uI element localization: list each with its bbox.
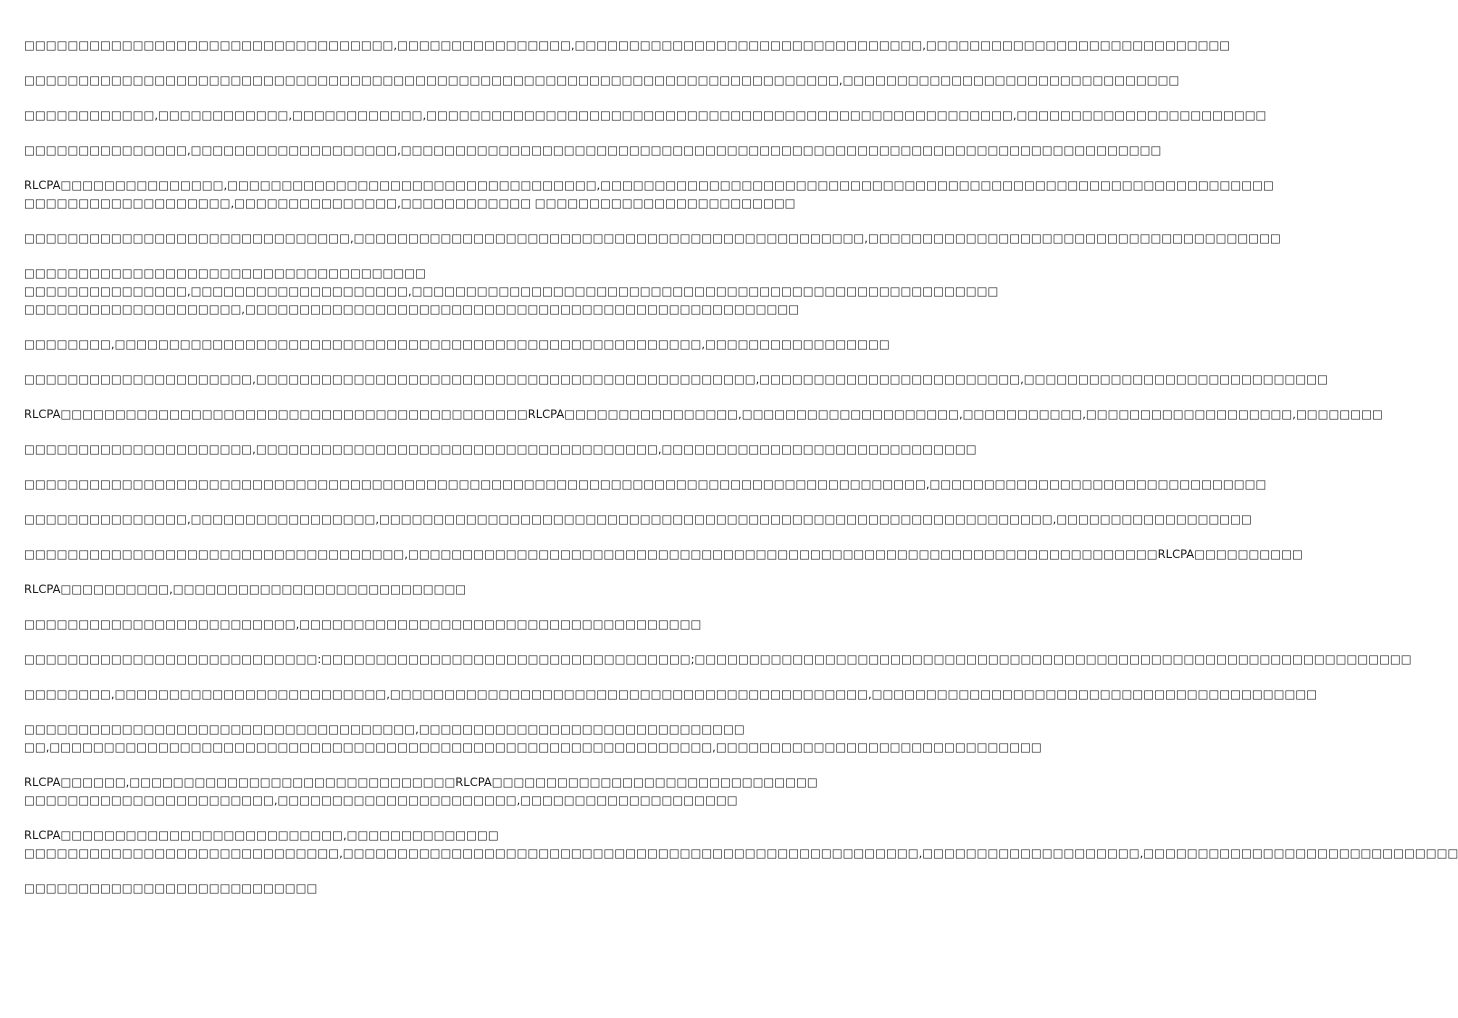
paragraph-7 [24, 264, 999, 318]
text-line: □□□□□□□□□□□□□□□□□□□□□□□□□□□□□□□□□□□□,□□□□□□□□□□□□□□□□□□□□□□□□□□□□□□ [24, 722, 745, 736]
paragraph-3 [24, 106, 1267, 124]
paragraph-5 [24, 176, 1274, 212]
paragraph-6 [24, 229, 1281, 247]
text-line: □□□□□□□□□□□□□□□□□□□□□□□□□□□□□□□□□□□□□□□□□□□□□□□□□□□□□□□□□□□□□□□□□□□□□□□□□□□□□□□□□□□,□□□□□□□□□□□□□□□□□□□□□□□□□□□□□□□ [24, 477, 1267, 491]
text-line: □□□□□□□□□□□□□□□□□□□□□□□□□□□ [24, 881, 318, 895]
text-line: RLCPA□□□□□□□□□□□□□□□,□□□□□□□□□□□□□□□□□□□□□□□□□□□□□□□□□□,□□□□□□□□□□□□□□□□□□□□□□□□□□□□□□□□□□□□□□□□□□□□□□□□□□□□□□□□□□□□□□ [24, 178, 1274, 192]
text-line: □□□□□□□□□□□□□□□□□□□□□□□□□,□□□□□□□□□□□□□□□□□□□□□□□□□□□□□□□□□□□□□ [24, 617, 702, 631]
text-line: □□□□□□□□□□□□□□□□□□□□□□□□□□□□□□□□□□□□□□□□□□□□□□□□□□□□□□□□□□□□□□□□□□□□□□□□□□□,□□□□□□□□□□□□□□□□□□□□□□□□□□□□□□□ [24, 73, 1180, 87]
paragraph-12 [24, 475, 1267, 493]
paragraph-1 [24, 36, 1231, 54]
paragraph-19 [24, 720, 1042, 756]
text-line: □□□□□□□□,□□□□□□□□□□□□□□□□□□□□□□□□□,□□□□□□□□□□□□□□□□□□□□□□□□□□□□□□□□□□□□□□□□□□□□,□□□□□□□□□□□□□□□□□□□□□□□□□□□□□□□□□□□□□□□□□ [24, 687, 1318, 701]
text-line: RLCPA□□□□□□,□□□□□□□□□□□□□□□□□□□□□□□□□□□□□□RLCPA□□□□□□□□□□□□□□□□□□□□□□□□□□□□□□ [24, 775, 818, 789]
paragraph-2 [24, 71, 1180, 89]
text-line: □□□□□□□□□□□□□□□□□□□□□□□□□□□□□□□□□□□□□ [24, 266, 427, 280]
paragraph-20 [24, 773, 818, 809]
text-line: □□□□□□□□□□□□□□□□□□□□□□□□□□□□□□□□□□□,□□□□□□□□□□□□□□□□□□□□□□□□□□□□□□□□□□□□□□□□□□□□□□□□□□□□□□□□□□□□□□□□□□□□□RLCPA□□□□□□□□□□ [24, 547, 1303, 561]
paragraph-18 [24, 685, 1318, 703]
text-line: □□□□□□□□□□□□□□□□□□□□□,□□□□□□□□□□□□□□□□□□□□□□□□□□□□□□□□□□□□□,□□□□□□□□□□□□□□□□□□□□□□□□□□□□□ [24, 442, 977, 456]
paragraph-15 [24, 580, 696, 598]
paragraph-16 [24, 615, 702, 633]
text-line: RLCPA□□□□□□□□□□□□□□□□□□□□□□□□□□,□□□□□□□□□□□□□□ [24, 828, 499, 842]
text-line: □□□□□□□□□□□□□□□□□□□□□,□□□□□□□□□□□□□□□□□□□□□□□□□□□□□□□□□□□□□□□□□□□□□□,□□□□□□□□□□□□□□□□□□□□□□□□,□□□□□□□□□□□□□□□□□□□□□□□□□□□□ [24, 372, 1328, 386]
text-line: □□□□□□□□□□□□□□□□□□□□□□□□□□□:□□□□□□□□□□□□□□□□□□□□□□□□□□□□□□□□□□;□□□□□□□□□□□□□□□□□□□□□□□□□□□□□□□□□□□□□□□□□□□□□□□□□□□□□□□□□□□□□□□□□□ [24, 652, 1412, 666]
text-line: □□□□□□□□□□□□□□□,□□□□□□□□□□□□□□□□□□□□,□□□□□□□□□□□□□□□□□□□□□□□□□□□□□□□□□□□□□□□□□□□□□□□□□□□□□□ [24, 284, 999, 298]
paragraph-17 [24, 650, 1412, 668]
text-line: □□□□□□□□□□□□,□□□□□□□□□□□□,□□□□□□□□□□□□,□□□□□□□□□□□□□□□□□□□□□□□□□□□□□□□□□□□□□□□□□□□□□□□□□□□□□□,□□□□□□□□□□□□□□□□□□□□□□□ [24, 108, 1267, 122]
paragraph-4 [24, 141, 1162, 159]
text-line: □□,□□□□□□□□□□□□□□□□□□□□□□□□□□□□□□□□□□□□□□□□□□□□□□□□□□□□□□□□□□□□□,□□□□□□□□□□□□□□□□□□□□□□□□□□□□□□ [24, 740, 1042, 754]
text-line: □□□□□□□□,□□□□□□□□□□□□□□□□□□□□□□□□□□□□□□□□□□□□□□□□□□□□□□□□□□□□□□,□□□□□□□□□□□□□□□□□ [24, 337, 890, 351]
paragraph-21 [24, 826, 1458, 862]
text-line: RLCPA□□□□□□□□□□□□□□□□□□□□□□□□□□□□□□□□□□□□□□□□□□□RLCPA□□□□□□□□□□□□□□□□,□□□□□□□□□□□□□□□□□□□□,□□□□□□□□□□□,□□□□□□□□□□□□□□□□□□□,□□□□□□□□ [24, 407, 1383, 421]
paragraph-10 [24, 405, 1383, 423]
paragraph-11 [24, 440, 977, 458]
text-line: □□□□□□□□□□□□□□□,□□□□□□□□□□□□□□□□□□□,□□□□□□□□□□□□□□□□□□□□□□□□□□□□□□□□□□□□□□□□□□□□□□□□□□□□□□□□□□□□□□□□□□□□□□ [24, 143, 1162, 157]
text-line: RLCPA□□□□□□□□□□,□□□□□□□□□□□□□□□□□□□□□□□□□□□ [24, 582, 467, 596]
paragraph-14 [24, 545, 1303, 563]
text-line: □□□□□□□□□□□□□□□□□□□□□□□□□□□□□,□□□□□□□□□□□□□□□□□□□□□□□□□□□□□□□□□□□□□□□□□□□□□□□□□□□□□,□□□□□□□□□□□□□□□□□□□□,□□□□□□□□□□□□□□□□□□□□□□□□□□□□□ [24, 846, 1458, 860]
paragraph-22 [24, 879, 696, 897]
text-line: □□□□□□□□□□□□□□□,□□□□□□□□□□□□□□□□□,□□□□□□□□□□□□□□□□□□□□□□□□□□□□□□□□□□□□□□□□□□□□□□□□□□□□□□□□□□□□□□,□□□□□□□□□□□□□□□□□□ [24, 512, 1252, 526]
text-line: □□□□□□□□□□□□□□□□□□□□□□□□□□□□□□,□□□□□□□□□□□□□□□□□□□□□□□□□□□□□□□□□□□□□□□□□□□□□□□,□□□□□□□□□□□□□□□□□□□□□□□□□□□□□□□□□□□□□□ [24, 231, 1281, 245]
paragraph-13 [24, 510, 1252, 528]
paragraph-9 [24, 370, 1328, 388]
text-line: □□□□□□□□□□□□□□□□□□□□□□□,□□□□□□□□□□□□□□□□□□□□□□,□□□□□□□□□□□□□□□□□□□□ [24, 793, 738, 807]
text-line: □□□□□□□□□□□□□□□□□□□□,□□□□□□□□□□□□□□□□□□□□□□□□□□□□□□□□□□□□□□□□□□□□□□□□□□□ [24, 302, 800, 316]
text-line: □□□□□□□□□□□□□□□□□□□□□□□□□□□□□□□□□□,□□□□□□□□□□□□□□□□,□□□□□□□□□□□□□□□□□□□□□□□□□□□□□□□□,□□□□□□□□□□□□□□□□□□□□□□□□□□□□ [24, 38, 1231, 52]
document-page [24, 36, 1458, 914]
paragraph-8 [24, 335, 890, 353]
text-line: □□□□□□□□□□□□□□□□□□□,□□□□□□□□□□□□□□□,□□□□□□□□□□□□ □□□□□□□□□□□□□□□□□□□□□□□□ [24, 196, 796, 210]
